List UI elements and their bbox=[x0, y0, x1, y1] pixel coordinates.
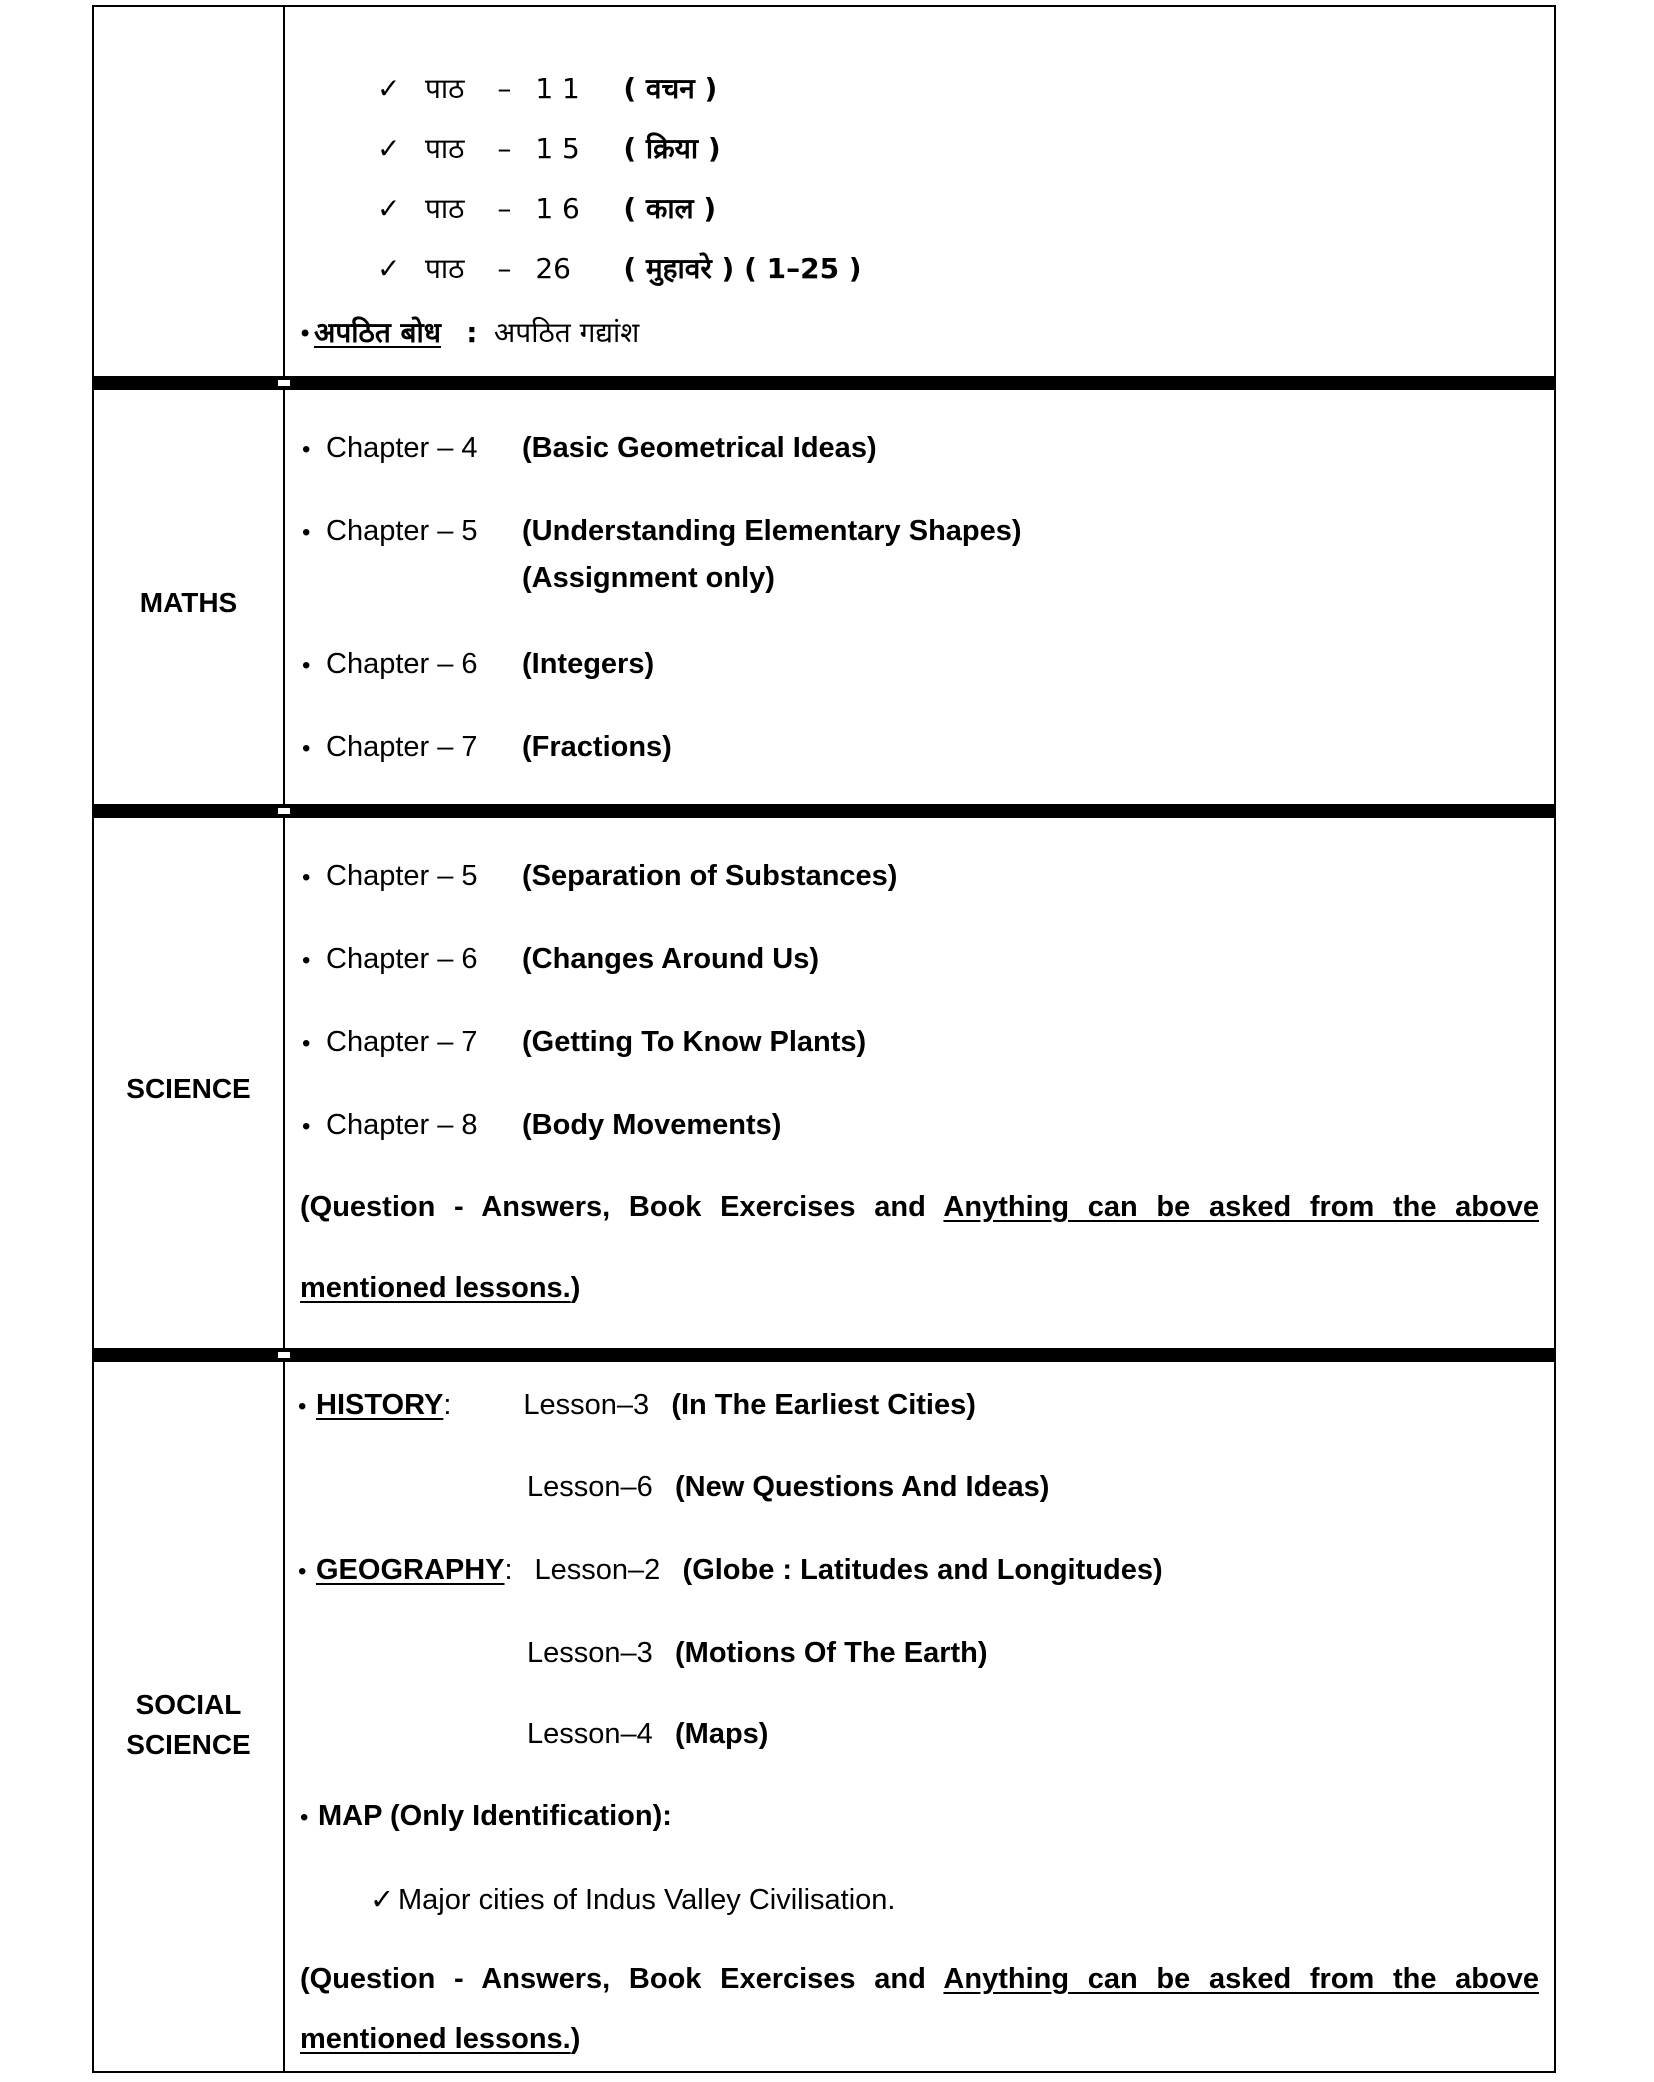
note-text: (Question - Answers, Book Exercises and bbox=[300, 1191, 944, 1223]
maths-chapter-note bbox=[522, 562, 775, 595]
note-text: (Question - Answers, Book Exercises and bbox=[300, 1963, 944, 1995]
lesson-number: 1 1 bbox=[535, 72, 580, 105]
chapter-title: (Basic Geometrical Ideas) bbox=[522, 432, 877, 464]
subject-line: SCIENCE bbox=[126, 1729, 251, 1760]
chapter-title: (Separation of Substances) bbox=[522, 860, 898, 892]
bullet-icon: • bbox=[302, 864, 311, 891]
lesson-label: Lesson–2 bbox=[534, 1554, 661, 1586]
lesson-title: (Globe : Latitudes and Longitudes) bbox=[682, 1554, 1163, 1586]
bullet-icon: • bbox=[300, 1804, 309, 1831]
row-separator-maths-science bbox=[92, 804, 1554, 818]
subject-maths: MATHS bbox=[139, 587, 238, 618]
check-icon: ✓ bbox=[377, 192, 401, 225]
lesson-dash: – bbox=[497, 252, 512, 285]
chapter-label: Chapter – 6 bbox=[326, 648, 478, 680]
science-note-line2 bbox=[300, 1272, 580, 1305]
bullet-icon: • bbox=[302, 735, 311, 762]
science-chapter-row bbox=[302, 1026, 866, 1059]
chapter-label: Chapter – 7 bbox=[326, 1026, 478, 1058]
unseen-heading: अपठित बोध bbox=[314, 316, 441, 349]
geography-label: GEOGRAPHY bbox=[316, 1554, 505, 1586]
geography-row bbox=[298, 1554, 1163, 1587]
bullet-icon: • bbox=[302, 947, 311, 974]
lesson-topic: ( मुहावरे ) ( 1–25 ) bbox=[623, 252, 862, 285]
geography-sep: : bbox=[504, 1554, 513, 1586]
chapter-label: Chapter – 5 bbox=[326, 860, 478, 892]
science-note-line1 bbox=[300, 1191, 1539, 1224]
lesson-topic: ( काल ) bbox=[623, 192, 717, 225]
history-row bbox=[527, 1471, 1049, 1504]
note-underlined: Anything can be asked from the above bbox=[943, 1963, 1539, 1995]
bullet-icon: • bbox=[298, 320, 313, 348]
lesson-number: 1 5 bbox=[535, 132, 580, 165]
hindi-unseen-row bbox=[298, 313, 639, 351]
note-underlined: mentioned lessons. bbox=[300, 2023, 571, 2055]
maths-chapter-row bbox=[302, 432, 877, 465]
lesson-label: Lesson–3 bbox=[523, 1389, 650, 1421]
check-icon: ✓ bbox=[377, 72, 401, 105]
map-heading: MAP (Only Identification): bbox=[318, 1800, 672, 1832]
geography-row bbox=[527, 1718, 768, 1751]
lesson-label: पाठ bbox=[425, 72, 465, 105]
lesson-title: (Maps) bbox=[675, 1718, 769, 1750]
map-item: Major cities of Indus Valley Civilisation. bbox=[398, 1884, 896, 1916]
bullet-icon: • bbox=[302, 1113, 311, 1140]
geography-row bbox=[527, 1637, 988, 1670]
chapter-label: Chapter – 4 bbox=[326, 432, 478, 464]
hindi-lesson-row bbox=[377, 189, 716, 227]
lesson-label: पाठ bbox=[425, 132, 465, 165]
map-item-row bbox=[370, 1882, 896, 1917]
unseen-value: अपठित गद्यांश bbox=[493, 316, 640, 349]
social-note-line1 bbox=[300, 1963, 1539, 1996]
unseen-colon: : bbox=[466, 316, 478, 349]
check-icon: ✓ bbox=[377, 252, 401, 285]
lesson-label: पाठ bbox=[425, 252, 465, 285]
chapter-title: (Changes Around Us) bbox=[522, 943, 819, 975]
bullet-icon: • bbox=[302, 652, 311, 679]
lesson-title: (Motions Of The Earth) bbox=[675, 1637, 988, 1669]
lesson-number: 26 bbox=[535, 252, 571, 285]
check-icon: ✓ bbox=[377, 132, 401, 165]
bullet-icon: • bbox=[298, 1558, 307, 1585]
lesson-topic: ( वचन ) bbox=[623, 72, 718, 105]
lesson-topic: ( क्रिया ) bbox=[623, 132, 721, 165]
check-icon: ✓ bbox=[370, 1884, 395, 1916]
chapter-title: (Body Movements) bbox=[522, 1109, 782, 1141]
bullet-icon: • bbox=[302, 1030, 311, 1057]
chapter-title: (Fractions) bbox=[522, 731, 672, 763]
hindi-lesson-row bbox=[377, 129, 721, 167]
history-row bbox=[298, 1389, 976, 1422]
lesson-dash: – bbox=[497, 132, 512, 165]
history-label: HISTORY bbox=[316, 1389, 444, 1421]
maths-chapter-row bbox=[302, 515, 1022, 548]
subject-social-science bbox=[94, 1685, 283, 1765]
lesson-dash: – bbox=[497, 192, 512, 225]
note-end: ) bbox=[570, 2023, 581, 2055]
maths-chapter-row bbox=[302, 731, 672, 764]
subject-science: SCIENCE bbox=[126, 1073, 251, 1104]
chapter-label: Chapter – 6 bbox=[326, 943, 478, 975]
hindi-lesson-row bbox=[377, 249, 862, 287]
chapter-label: Chapter – 5 bbox=[326, 515, 478, 547]
social-note-line2 bbox=[300, 2023, 580, 2056]
lesson-number: 1 6 bbox=[535, 192, 580, 225]
chapter-title: (Understanding Elementary Shapes) bbox=[522, 515, 1022, 547]
row-separator-science-social bbox=[92, 1348, 1554, 1362]
lesson-label: Lesson–6 bbox=[527, 1471, 653, 1503]
syllabus-table bbox=[92, 5, 1554, 2071]
lesson-label: पाठ bbox=[425, 192, 465, 225]
lesson-label: Lesson–4 bbox=[527, 1718, 653, 1750]
chapter-note: (Assignment only) bbox=[522, 562, 775, 594]
row-separator-hindi-maths bbox=[92, 376, 1554, 390]
bullet-icon: • bbox=[302, 436, 311, 463]
note-underlined: Anything can be asked from the above bbox=[943, 1191, 1539, 1223]
bullet-icon: • bbox=[298, 1393, 307, 1420]
hindi-lesson-row bbox=[377, 69, 717, 107]
lesson-label: Lesson–3 bbox=[527, 1637, 653, 1669]
subject-line: SOCIAL bbox=[135, 1689, 242, 1720]
chapter-title: (Getting To Know Plants) bbox=[522, 1026, 867, 1058]
science-chapter-row bbox=[302, 1109, 781, 1142]
column-divider bbox=[283, 5, 285, 2071]
science-chapter-row bbox=[302, 860, 897, 893]
note-end: ) bbox=[570, 1272, 581, 1304]
chapter-label: Chapter – 7 bbox=[326, 731, 478, 763]
map-heading-row bbox=[300, 1800, 672, 1833]
science-chapter-row bbox=[302, 943, 819, 976]
chapter-label: Chapter – 8 bbox=[326, 1109, 478, 1141]
lesson-title: (New Questions And Ideas) bbox=[675, 1471, 1050, 1503]
note-underlined: mentioned lessons. bbox=[300, 1272, 571, 1304]
history-sep: : bbox=[443, 1389, 452, 1421]
chapter-title: (Integers) bbox=[522, 648, 655, 680]
maths-chapter-row bbox=[302, 648, 654, 681]
bullet-icon: • bbox=[302, 519, 311, 546]
lesson-dash: – bbox=[497, 72, 512, 105]
lesson-title: (In The Earliest Cities) bbox=[671, 1389, 976, 1421]
